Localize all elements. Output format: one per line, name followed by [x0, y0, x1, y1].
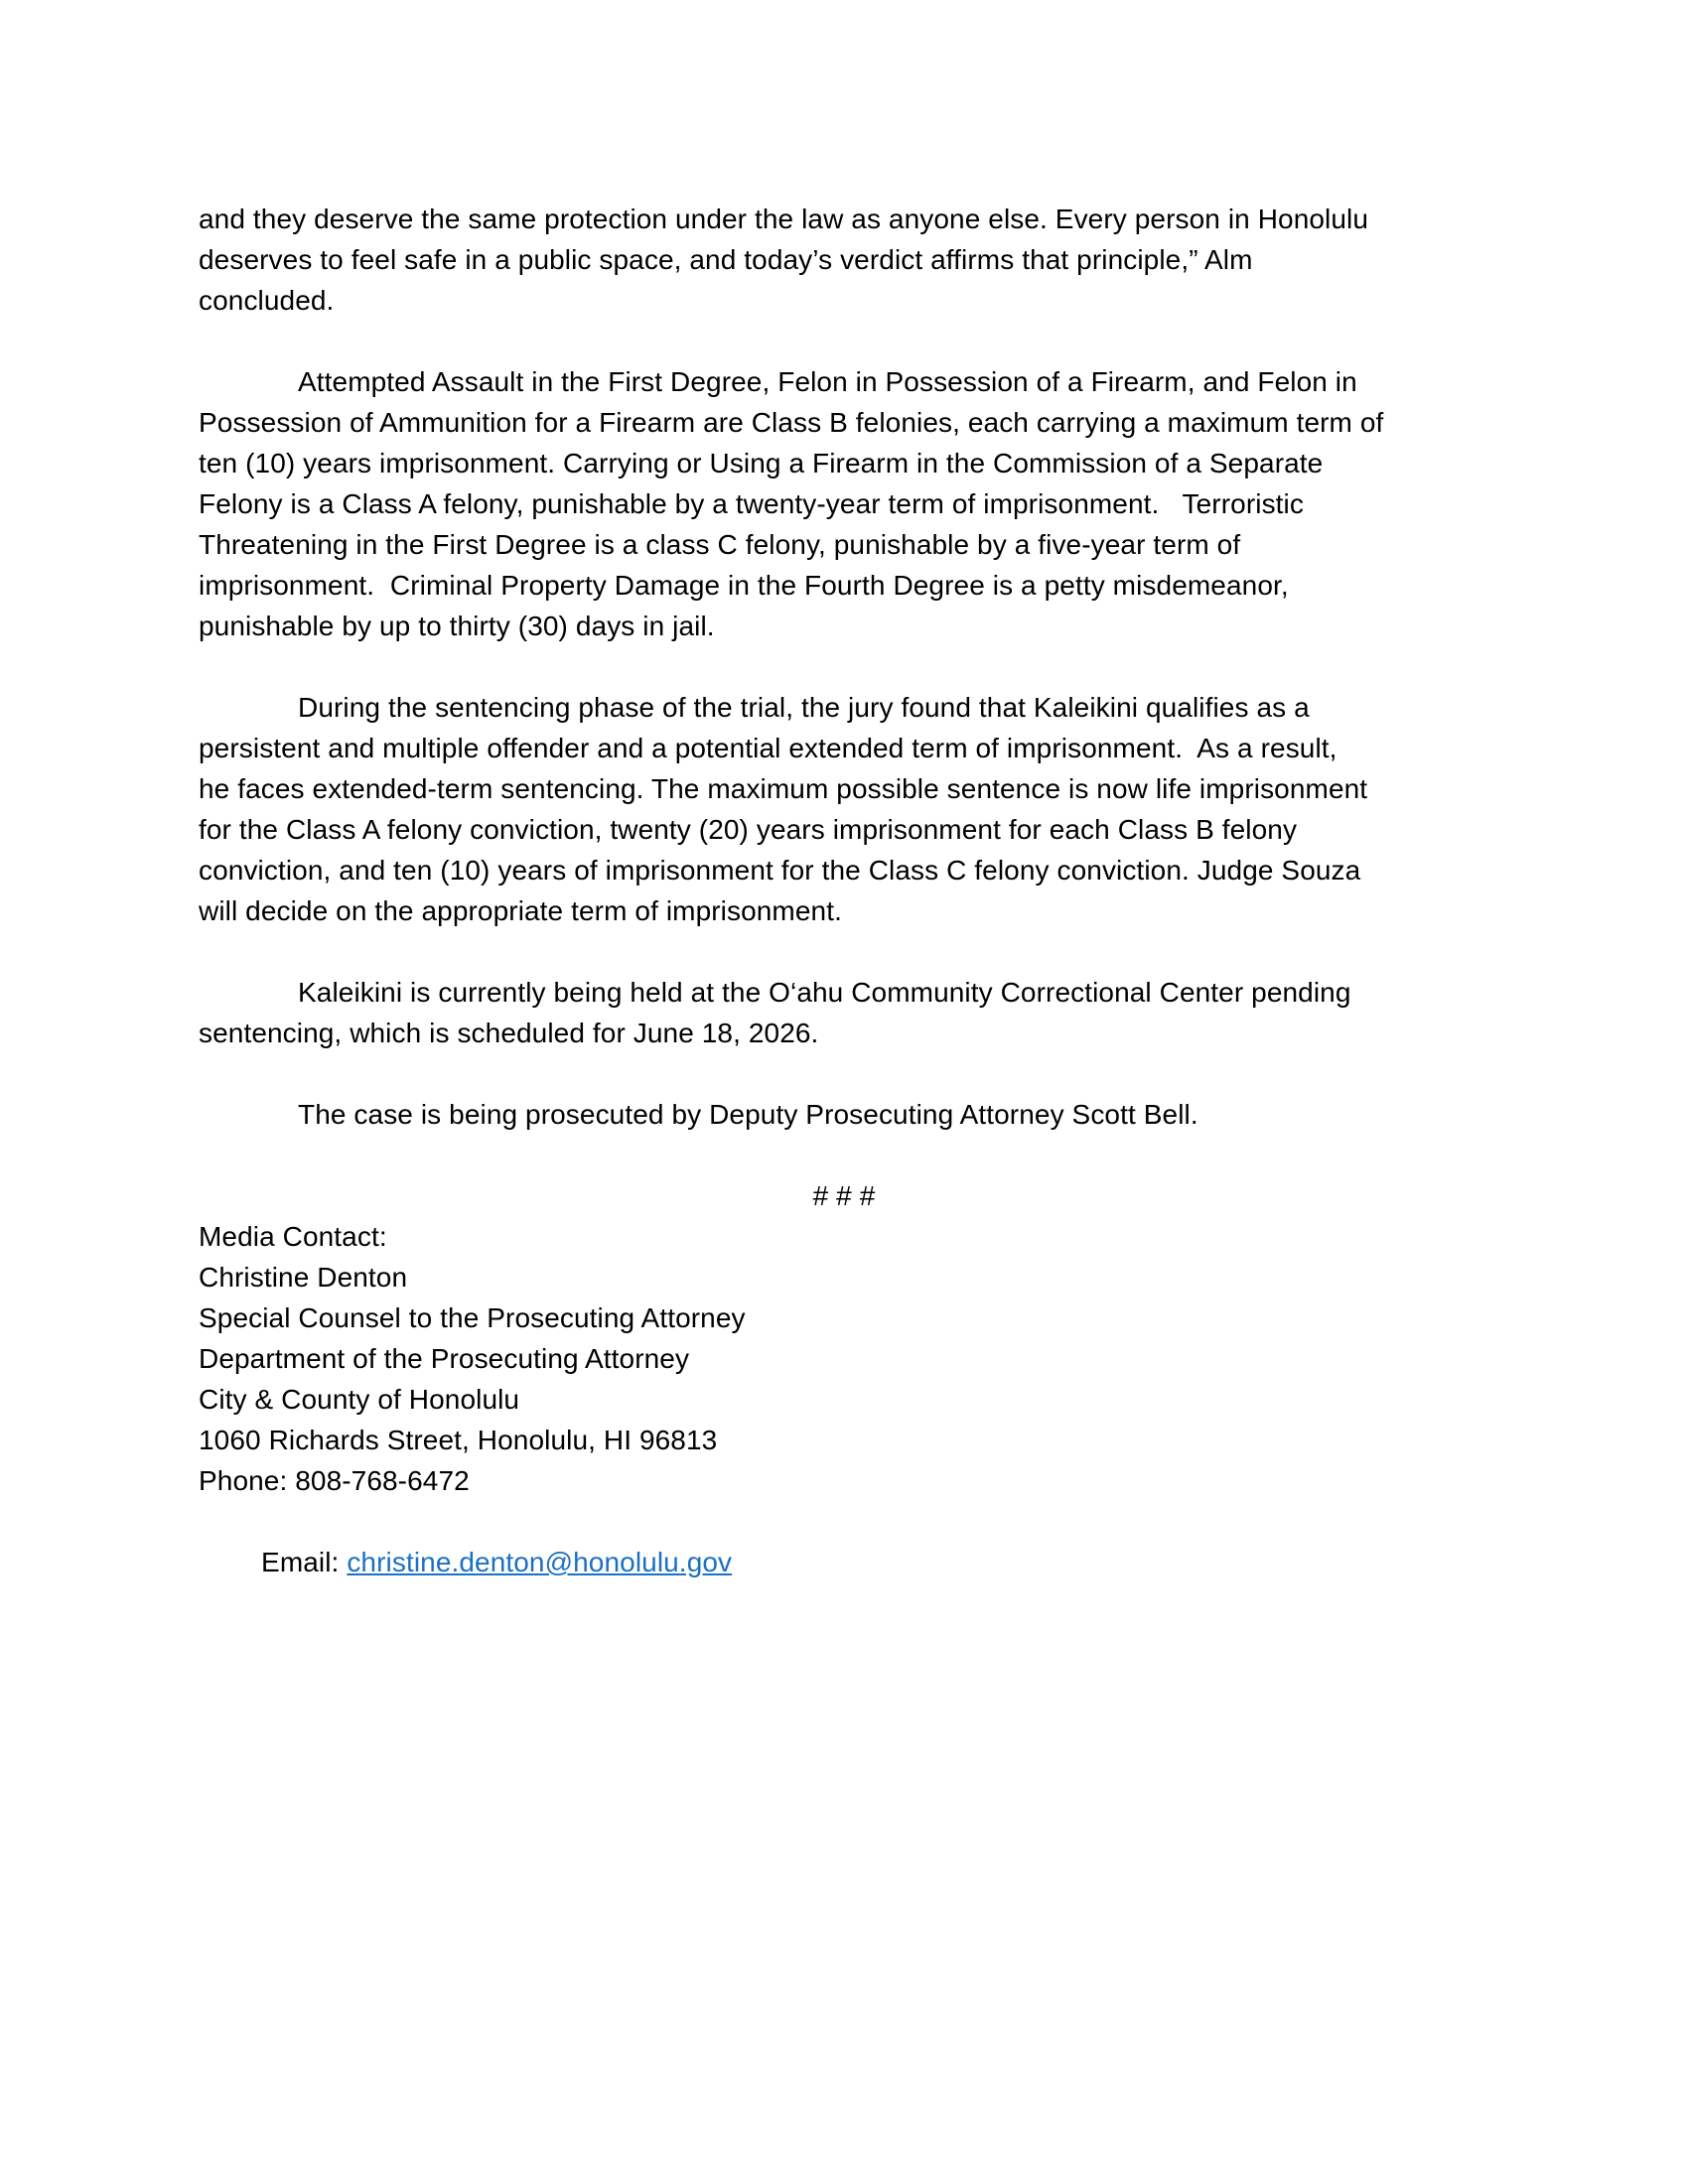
end-marker-text: # # #	[812, 1180, 876, 1211]
text-line: conviction, and ten (10) years of imprisonment for the Class C felony conviction. Judge Souza	[199, 855, 1361, 886]
paragraph	[199, 361, 1489, 646]
contact-line: Media Contact:	[199, 1221, 387, 1252]
text-line: sentencing, which is scheduled for June 18, 2026.	[199, 1018, 819, 1048]
text-line: Attempted Assault in the First Degree, Felon in Possession of a Firearm, and Felon in	[298, 366, 1357, 397]
text-line: deserves to feel safe in a public space, and today’s verdict affirms that principle,” Alm	[199, 244, 1253, 275]
text-line: concluded.	[199, 285, 335, 316]
contact-email-line	[199, 1501, 1489, 1623]
text-line: During the sentencing phase of the trial, the jury found that Kaleikini qualifies as a	[298, 692, 1310, 723]
paragraph	[199, 199, 1489, 321]
text-line: persistent and multiple offender and a potential extended term of imprisonment. As a result,	[199, 733, 1337, 763]
document-content	[199, 199, 1489, 1664]
contact-line: Christine Denton	[199, 1262, 408, 1293]
media-contact-block	[199, 1216, 1489, 1623]
contact-line: 1060 Richards Street, Honolulu, HI 96813	[199, 1425, 718, 1455]
email-link[interactable]: christine.denton@honolulu.gov	[347, 1547, 733, 1577]
contact-line: Department of the Prosecuting Attorney	[199, 1343, 690, 1374]
text-line: punishable by up to thirty (30) days in jail.	[199, 611, 715, 641]
contact-line: Phone: 808-768-6472	[199, 1465, 470, 1496]
email-label: Email:	[261, 1547, 348, 1577]
text-line: and they deserve the same protection under the law as anyone else. Every person in Honolulu	[199, 204, 1369, 234]
text-line: for the Class A felony conviction, twenty (20) years imprisonment for each Class B felony	[199, 814, 1298, 845]
text-line: Possession of Ammunition for a Firearm are Class B felonies, each carrying a maximum term of	[199, 407, 1384, 438]
text-line: he faces extended-term sentencing. The maximum possible sentence is now life imprisonment	[199, 773, 1368, 804]
text-line: Felony is a Class A felony, punishable by a twenty-year term of imprisonment. Terroristic	[199, 488, 1304, 519]
contact-line: Special Counsel to the Prosecuting Attorney	[199, 1302, 746, 1333]
press-release-body	[199, 199, 1489, 1135]
text-line: Threatening in the First Degree is a class C felony, punishable by a five-year term of	[199, 529, 1241, 560]
text-line: Kaleikini is currently being held at the O‘ahu Community Correctional Center pending	[298, 977, 1351, 1008]
paragraph	[199, 1094, 1489, 1135]
text-line: ten (10) years imprisonment. Carrying or Using a Firearm in the Commission of a Separate	[199, 448, 1324, 478]
paragraph	[199, 687, 1489, 931]
end-marker	[199, 1175, 1489, 1216]
text-line: imprisonment. Criminal Property Damage in the Fourth Degree is a petty misdemeanor,	[199, 570, 1289, 601]
text-line: The case is being prosecuted by Deputy Prosecuting Attorney Scott Bell.	[298, 1099, 1198, 1130]
text-line: will decide on the appropriate term of imprisonment.	[199, 895, 842, 926]
paragraph	[199, 972, 1489, 1053]
contact-line: City & County of Honolulu	[199, 1384, 520, 1415]
media-contact-lines	[199, 1216, 1489, 1501]
